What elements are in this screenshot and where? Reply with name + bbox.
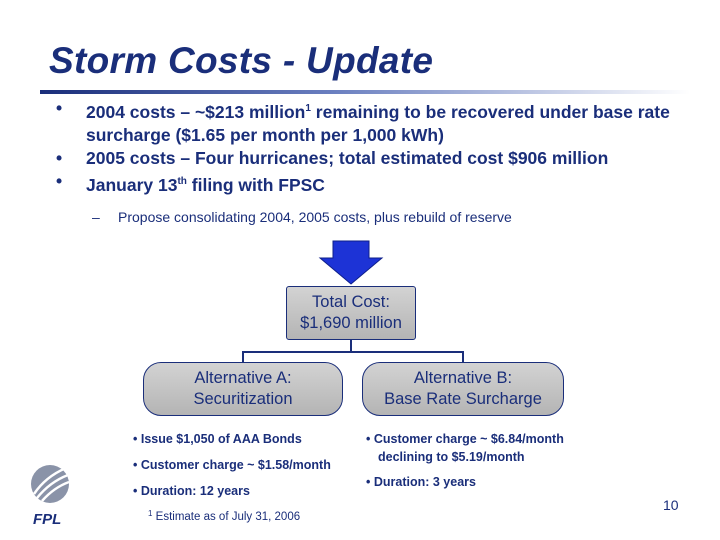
fpl-logo-icon bbox=[28, 462, 80, 526]
alternative-b-detail: declining to $5.19/month bbox=[378, 450, 525, 464]
ordinal-suffix: th bbox=[177, 176, 187, 187]
bullet-text-cont: filing with FPSC bbox=[186, 175, 325, 195]
alternative-a-name: Securitization bbox=[193, 390, 293, 408]
bullet-list bbox=[56, 97, 706, 197]
bullet-item bbox=[56, 147, 706, 170]
page-number: 10 bbox=[663, 497, 679, 513]
bullet-text: 2005 costs – Four hurricanes; total estimated cost $906 million bbox=[86, 148, 609, 168]
alternative-a-detail: • Issue $1,050 of AAA Bonds bbox=[133, 432, 302, 446]
logo-text: FPL bbox=[33, 511, 62, 526]
alternative-b-detail: • Customer charge ~ $6.84/month bbox=[366, 432, 564, 446]
connector-horizontal bbox=[242, 351, 464, 353]
alternative-a-detail: • Customer charge ~ $1.58/month bbox=[133, 458, 331, 472]
down-arrow-icon bbox=[318, 240, 384, 286]
alternative-a-label: Alternative A: bbox=[194, 369, 292, 387]
bullet-text-cont: remaining to be recovered under base rate surcharge ($1.65 per month per 1,000 kWh) bbox=[86, 102, 670, 145]
sub-bullet bbox=[92, 209, 512, 225]
alternative-b-label: Alternative B: bbox=[413, 369, 513, 387]
title-divider bbox=[40, 90, 690, 94]
bullet-marker: • bbox=[56, 171, 63, 191]
alternative-b-detail: • Duration: 3 years bbox=[366, 475, 476, 489]
footnote-text: Estimate as of July 31, 2006 bbox=[152, 511, 301, 523]
sub-bullet-marker: – bbox=[92, 209, 100, 225]
bullet-marker: • bbox=[56, 148, 63, 168]
slide-title: Storm Costs - Update bbox=[49, 40, 434, 81]
alternative-a-box bbox=[143, 362, 343, 416]
alternative-b-name: Base Rate Surcharge bbox=[384, 390, 542, 408]
bullet-text: January 13 bbox=[86, 175, 178, 195]
alternative-a-detail: • Duration: 12 years bbox=[133, 484, 250, 498]
total-cost-value: $1,690 million bbox=[300, 314, 402, 332]
footnote bbox=[148, 509, 300, 523]
footnote-ref: 1 bbox=[305, 103, 311, 114]
connector-left bbox=[242, 351, 244, 362]
bullet-item bbox=[56, 97, 706, 147]
bullet-text: 2004 costs – ~$213 million bbox=[86, 102, 306, 122]
footnote-marker: 1 bbox=[148, 509, 153, 518]
bullet-marker: • bbox=[56, 98, 63, 118]
bullet-item bbox=[56, 170, 706, 197]
sub-bullet-text: Propose consolidating 2004, 2005 costs, plus rebuild of reserve bbox=[118, 209, 512, 225]
total-cost-label: Total Cost: bbox=[312, 293, 390, 311]
total-cost-box bbox=[286, 286, 416, 340]
connector-right bbox=[462, 351, 464, 362]
alternative-b-box bbox=[362, 362, 564, 416]
